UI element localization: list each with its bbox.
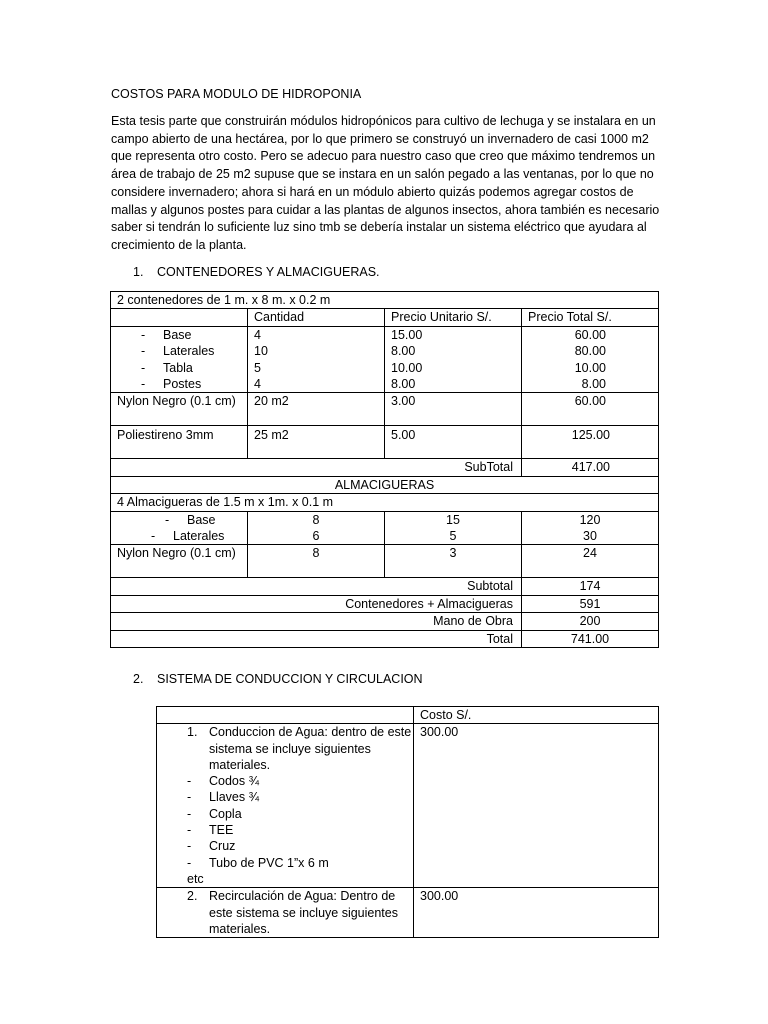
- section-2-title: SISTEMA DE CONDUCCION Y CIRCULACION: [157, 672, 423, 686]
- table-row: - Base: [165, 512, 216, 527]
- recirculation-cell: [157, 888, 414, 938]
- alm-subtotal-label: Subtotal: [111, 578, 522, 595]
- costs-table-containers: [110, 291, 659, 648]
- alm-unit-cell: 15 5: [385, 511, 522, 545]
- almacigueras-spec: 4 Almacigueras de 1.5 m x 1m. x 0.1 m: [111, 494, 659, 511]
- intro-paragraph: Esta tesis parte que construirán módulos hidropónicos para cultivo de lechuga y se instalara en un campo abierto de una hectárea, por lo que primero se construyó un invernadero de casi 1000 m2 que representa otro costo. Pero se adecuo para nuestro caso que creo que máximo tendremos un área de trabajo de 25 m2 supuse que se instara en un salón pegado a las ventanas, por lo que no considere invernadero; ahora si hará en un módulo abierto quizás podemos agregar costos de mallas y algunos postes para cuidar a las plantas de algunos insectos, ahora también es necesario saber si tendrán lo suficiente luz sino tmb se debería instalar un sistema eléctrico que ayudara al crecimiento de la planta.: [111, 114, 660, 252]
- list-item: - TEE: [187, 823, 234, 838]
- combined-label: Contenedores + Almacigueras: [111, 595, 522, 612]
- section-1-heading: [133, 265, 380, 279]
- conduction-cost: 300.00: [414, 724, 659, 888]
- col-precio-unitario: Precio Unitario S/.: [385, 309, 522, 326]
- alm-qty-cell: 8 6: [248, 511, 385, 545]
- table-row: - Tabla: [141, 360, 193, 375]
- table-row: - Laterales: [151, 529, 225, 544]
- header-blank: [157, 707, 414, 724]
- costs-table-conduction: [156, 706, 659, 938]
- poli-total: 125.00: [522, 426, 659, 459]
- item-total-cell: 60.00 80.00 10.00 8.00: [522, 326, 659, 393]
- item-qty-cell: 4 10 5 4: [248, 326, 385, 393]
- combined-value: 591: [522, 595, 659, 612]
- col-precio-total: Precio Total S/.: [522, 309, 659, 326]
- nylon-total: 60.00: [522, 393, 659, 426]
- nylon-unit: 3.00: [385, 393, 522, 426]
- alm-subtotal-value: 174: [522, 578, 659, 595]
- list-etc: etc: [187, 871, 204, 886]
- header-blank: [111, 309, 248, 326]
- section-2-number: 2.: [133, 672, 144, 686]
- total-label: Total: [111, 630, 522, 647]
- document-title: COSTOS PARA MODULO DE HIDROPONIA: [111, 87, 362, 101]
- alm-nylon-total: 24: [522, 545, 659, 578]
- item-unit-cell: 15.00 8.00 10.00 8.00: [385, 326, 522, 393]
- alm-nylon-unit: 3: [385, 545, 522, 578]
- section-1-number: 1.: [133, 265, 144, 279]
- alm-nylon-qty: 8: [248, 545, 385, 578]
- total-value: 741.00: [522, 630, 659, 647]
- list-item: 1. Conduccion de Agua: dentro de este sistema se incluye siguientes materiales.: [187, 725, 412, 772]
- list-item: 2. Recirculación de Agua: Dentro de este sistema se incluye siguientes materiales.: [187, 889, 398, 936]
- poli-qty: 25 m2: [248, 426, 385, 459]
- col-costo: Costo S/.: [414, 707, 659, 724]
- subtotal-value: 417.00: [522, 459, 659, 476]
- alm-item-names-cell: [111, 511, 248, 545]
- table-row: - Base: [141, 327, 192, 342]
- alm-nylon-name: Nylon Negro (0.1 cm): [111, 545, 248, 578]
- col-cantidad: Cantidad: [248, 309, 385, 326]
- conduction-cell: [157, 724, 414, 888]
- list-item: - Cruz: [187, 839, 236, 854]
- list-item: - Tubo de PVC 1”x 6 m: [187, 855, 329, 870]
- table-row: - Laterales: [141, 344, 215, 359]
- nylon-qty: 20 m2: [248, 393, 385, 426]
- alm-total-cell: 120 30: [522, 511, 659, 545]
- list-item: - Copla: [187, 806, 242, 821]
- item-names-cell: [111, 326, 248, 393]
- list-item: - Llaves ¾: [187, 790, 260, 805]
- subtotal-label: SubTotal: [111, 459, 522, 476]
- table-row: - Postes: [141, 377, 202, 392]
- nylon-name: Nylon Negro (0.1 cm): [111, 393, 248, 426]
- almacigueras-heading: ALMACIGUERAS: [111, 476, 659, 493]
- list-item: - Codos ¾: [187, 774, 260, 789]
- containers-spec: 2 contenedores de 1 m. x 8 m. x 0.2 m: [111, 292, 659, 309]
- mano-obra-value: 200: [522, 613, 659, 630]
- mano-obra-label: Mano de Obra: [111, 613, 522, 630]
- poli-name: Poliestireno 3mm: [111, 426, 248, 459]
- recirculation-cost: 300.00: [414, 888, 659, 938]
- poli-unit: 5.00: [385, 426, 522, 459]
- section-2-heading: [133, 672, 423, 686]
- section-1-title: CONTENEDORES Y ALMACIGUERAS.: [157, 265, 380, 279]
